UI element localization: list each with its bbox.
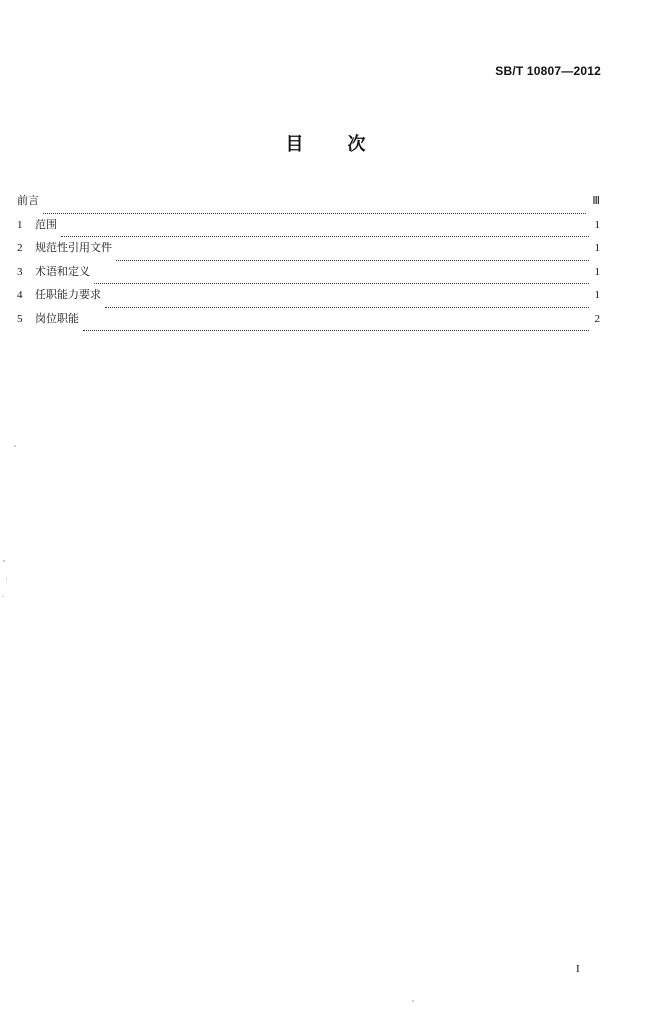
- toc-entry-label: 岗位职能: [35, 311, 79, 325]
- scan-speck: [14, 445, 16, 447]
- toc-entry-label: 前言: [17, 194, 39, 207]
- toc-entry-page: 2: [594, 312, 600, 325]
- toc-leader-dots: [43, 212, 586, 214]
- standard-code: SB/T 10807—2012: [495, 64, 601, 78]
- scan-speck: [412, 1000, 414, 1002]
- toc-entry-number: 3: [17, 265, 23, 278]
- toc-entry-page: Ⅲ: [592, 195, 600, 207]
- toc-leader-dots: [116, 259, 589, 261]
- scan-speck: [6, 578, 7, 580]
- toc-entry-label: 规范性引用文件: [35, 241, 112, 254]
- toc-entry-label: 范围: [35, 217, 57, 231]
- toc-entry-label: 任职能力要求: [35, 288, 101, 301]
- page-title-left: 目: [285, 134, 304, 155]
- toc-entry-page: 1: [594, 289, 600, 301]
- toc-entry-terms-definitions[interactable]: [17, 264, 600, 288]
- page-title: [0, 130, 651, 156]
- toc-entry-number: 2: [17, 242, 23, 254]
- table-of-contents: [17, 193, 600, 334]
- toc-entry-label: 术语和定义: [35, 264, 90, 278]
- toc-leader-dots: [83, 329, 589, 331]
- toc-leader-dots: [61, 235, 589, 237]
- toc-leader-dots: [94, 282, 589, 284]
- toc-leader-dots: [105, 306, 589, 308]
- toc-entry-normative-references[interactable]: [17, 240, 600, 264]
- toc-entry-page: 1: [594, 265, 600, 278]
- toc-entry-page: 1: [594, 218, 600, 231]
- scan-speck: [3, 560, 5, 562]
- toc-entry-number: 4: [17, 289, 23, 301]
- toc-entry-number: 5: [17, 312, 23, 325]
- scan-speck: [2, 596, 4, 597]
- toc-entry-competency-requirements[interactable]: [17, 287, 600, 311]
- page-number: I: [576, 963, 580, 975]
- toc-entry-job-functions[interactable]: [17, 311, 600, 335]
- page-title-right: 次: [347, 134, 366, 155]
- toc-entry-page: 1: [594, 242, 600, 254]
- toc-entry-number: 1: [17, 218, 23, 231]
- toc-entry-scope[interactable]: [17, 217, 600, 241]
- toc-entry-foreword[interactable]: [17, 193, 600, 217]
